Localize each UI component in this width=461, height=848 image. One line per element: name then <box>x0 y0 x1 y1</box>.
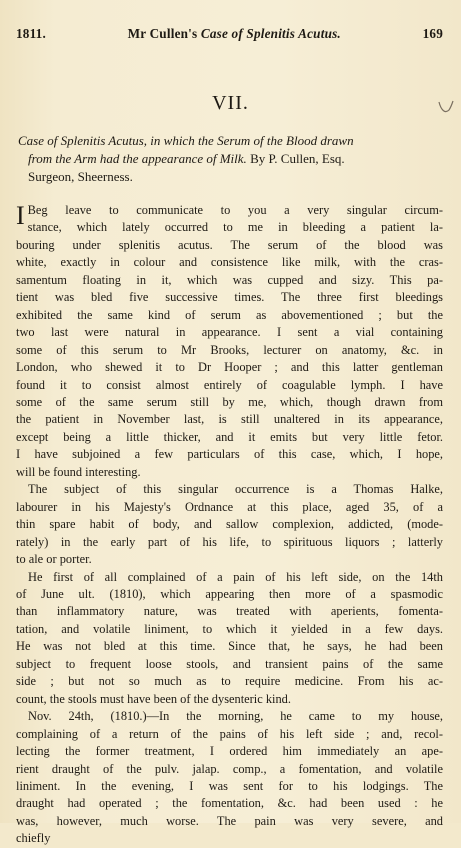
text-line: tient was bled five successive times. The three first bleedings <box>16 290 443 305</box>
text-line: will be found interesting. <box>16 464 141 479</box>
text-line: tation, and volatile liniment, to which it yielded in a few days. <box>16 621 443 636</box>
text-line: than inflammatory nature, was treated with aperients, fomenta- <box>16 604 443 619</box>
text-line: except being a little thicker, and it emits but very little fetor. <box>16 429 443 444</box>
text-line: Nov. 24th, (1810.)—In the morning, he came to my house, <box>28 709 443 724</box>
article-body <box>16 202 443 848</box>
text-line: to ale or porter. <box>16 552 92 567</box>
text-line: Beg leave to communicate to you a very singular circum- <box>27 203 443 217</box>
text-line: He first of all complained of a pain of his left side, on the 14th <box>28 569 443 584</box>
text-line: two last were natural in appearance. I sent a vial containing <box>16 325 443 340</box>
text-line: rately) in the early part of his life, to spirituous liquors ; latterly <box>16 534 443 549</box>
text-line: rient draught of the pulv. jalap. comp., a fomentation, and volatile <box>16 761 443 776</box>
paragraph <box>16 569 443 709</box>
running-header <box>16 26 443 42</box>
title-line-2-italic: from the Arm had the appearance of Milk. <box>28 151 247 166</box>
text-line: some of this serum to Mr Brooks, lecturer on anatomy, &c. in <box>16 342 443 357</box>
text-line: The subject of this singular occurrence is a Thomas Halke, <box>28 482 443 497</box>
running-title-italic: Case of Splenitis Acutus. <box>200 26 341 41</box>
text-line: exhibited the same kind of serum as abovementioned ; but the <box>16 307 443 322</box>
text-line: of June ult. (1810), which appearing then more of a spasmodic <box>16 586 443 601</box>
article-title <box>18 132 443 186</box>
drop-cap: I <box>16 201 25 230</box>
text-line: stance, which lately occurred to me in bleeding a patient la- <box>27 220 443 235</box>
text-line: found it to consist almost entirely of coagulable lymph. I have <box>16 377 443 392</box>
running-title-prefix: Mr Cullen's <box>127 26 198 41</box>
text-line: subject to frequent loose stools, and transient pains of the same <box>16 656 443 671</box>
text-line: side ; but not so much as to require medicine. From his ac- <box>16 674 443 689</box>
author-byline: By P. Cullen, Esq. <box>250 151 345 166</box>
text-line: samentum floating in it, which was cupped and sizy. This pa- <box>16 272 443 287</box>
header-year: 1811. <box>16 26 46 41</box>
text-line: I have subjoined a few particulars of this case, which, I hope, <box>16 447 443 462</box>
paragraph <box>16 202 443 481</box>
text-line: some of the same serum still by me, which, though drawn from <box>16 394 443 409</box>
text-line: white, exactly in colour and consistence like milk, with the cras- <box>16 255 443 270</box>
text-line: lecting the former treatment, I ordered him immediately an ape- <box>16 744 443 759</box>
text-line: complaining of a return of the pains of his left side ; and, recol- <box>16 726 443 741</box>
text-line: bouring under splenitis acutus. The serum of the blood was <box>16 237 443 252</box>
paragraph <box>16 708 443 848</box>
text-line: labourer in his Majesty's Ordnance at this place, aged 35, of a <box>16 499 443 514</box>
text-line: count, the stools must have been of the dysenteric kind. <box>16 691 291 706</box>
text-line: chiefly <box>16 831 51 846</box>
text-line: draught had operated ; the fomentation, &c. had been used : he <box>16 796 443 811</box>
section-number: VII. <box>212 92 249 114</box>
page-number: 169 <box>422 26 443 41</box>
paragraph <box>16 481 443 568</box>
text-line: thin spare habit of body, and sallow complexion, addicted, (mode- <box>16 517 443 532</box>
title-line-1: Case of Splenitis Acutus, in which the Serum of the Blood drawn <box>18 133 354 148</box>
title-line-2 <box>18 150 443 168</box>
text-line: London, who shewed it to Dr Hooper ; and this latter gentleman <box>16 360 443 375</box>
text-line: He was not bled at this time. Since that, he says, he had been <box>16 639 443 654</box>
author-affiliation: Surgeon, Sheerness. <box>28 169 133 184</box>
text-line: liniment. In the evening, I was sent for to his lodgings. The <box>16 778 443 793</box>
text-line: was, however, much worse. The pain was very severe, and <box>16 813 443 828</box>
running-title <box>128 26 341 42</box>
text-line: the patient in November last, is still unaltered in its appearance, <box>16 412 443 427</box>
